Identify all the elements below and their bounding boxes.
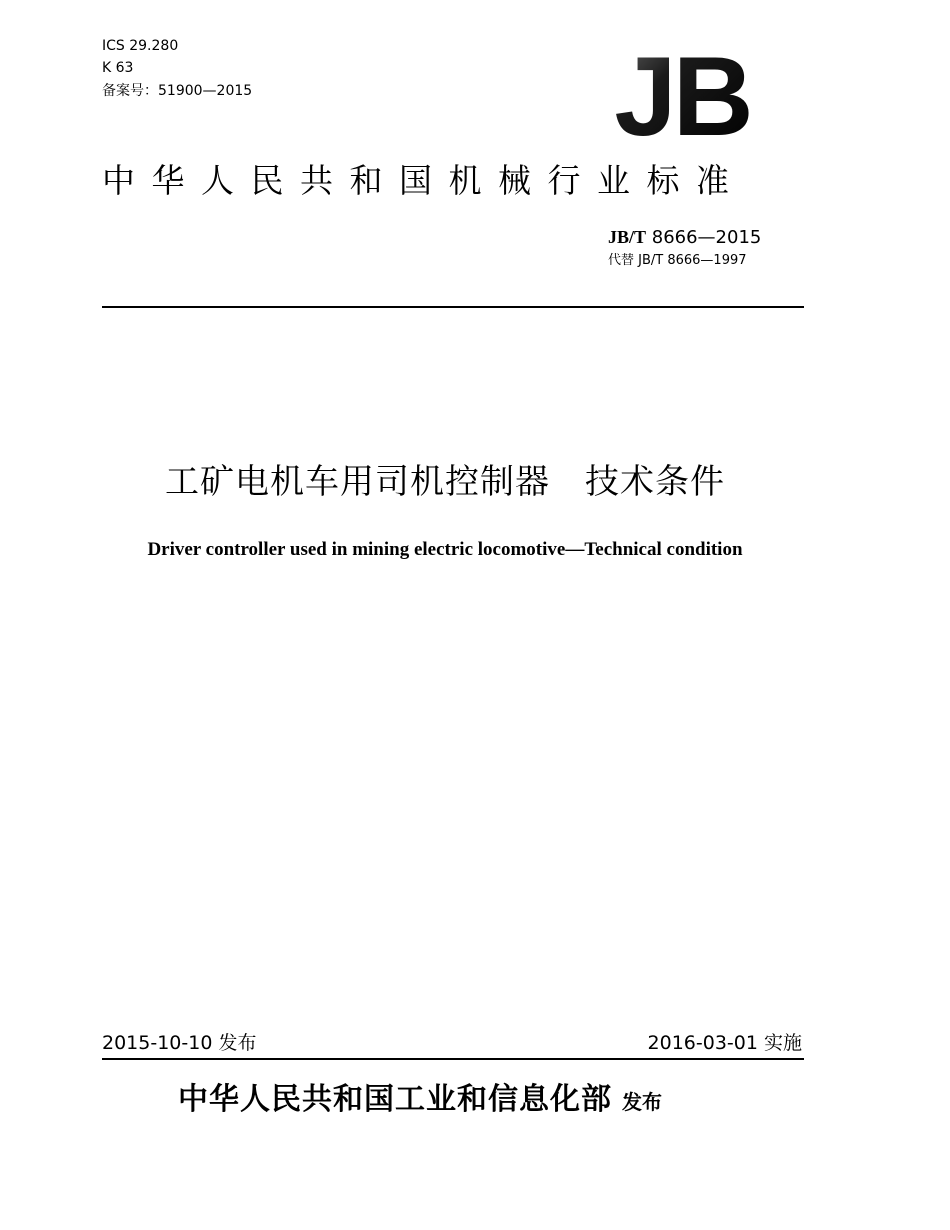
svg-text:JB: JB: [614, 45, 750, 145]
footer-divider: [102, 1058, 804, 1060]
jb-logo: [602, 45, 762, 145]
issuing-authority: [178, 1080, 662, 1122]
filing-number: 备案号：51900—2015: [102, 83, 253, 99]
document-title-en: Driver controller used in mining electric locomotive—Technical condition: [147, 539, 743, 560]
replaces-standard: 代替 JB/T 8666—1997: [608, 253, 747, 268]
document-title-cn: 工矿电机车用司机控制器 技术条件: [165, 462, 725, 502]
header-divider: [102, 306, 804, 308]
industry-standard-title: 中华人民共和国机械行业标准: [102, 161, 746, 200]
implementation-date: 2016-03-01 实施: [647, 1032, 802, 1054]
ics-code: ICS 29.280: [102, 38, 179, 54]
issuer-suffix: 发布: [622, 1090, 662, 1114]
standard-number-value: 8666—2015: [646, 227, 762, 248]
jb-logo-graphic: [602, 45, 762, 145]
issue-date: 2015-10-10 发布: [102, 1032, 257, 1054]
issuer-name: 中华人民共和国工业和信息化部: [178, 1082, 612, 1117]
standard-prefix: JB/T: [608, 227, 647, 247]
classification-code: K 63: [102, 60, 134, 76]
standard-number: [608, 226, 761, 249]
